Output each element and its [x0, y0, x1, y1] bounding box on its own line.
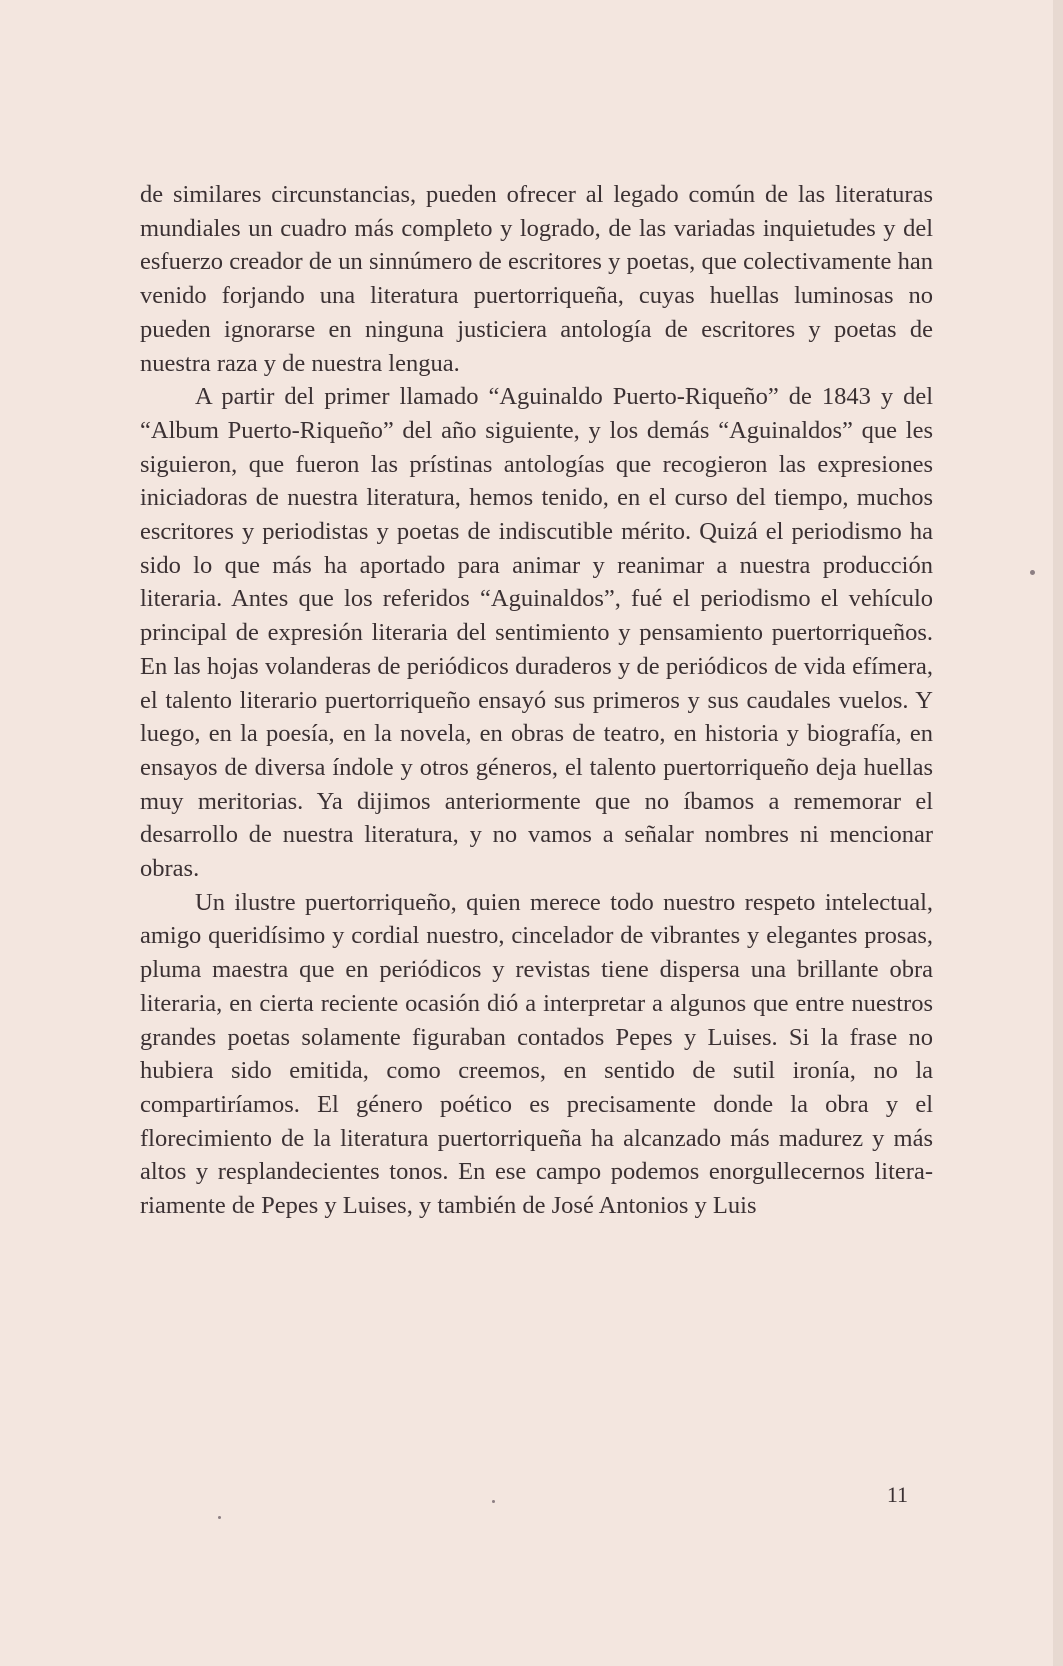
ink-speck: [1030, 570, 1035, 575]
paragraph-3: Un ilustre puertorriqueño, quien merece todo nuestro respeto intelectual, amigo queridísimo y cordial nuestro, cincelador de vibrantes y elegantes prosas, pluma maestra que en periódicos y revistas tiene dispersa una brillante obra literaria, en cierta reciente ocasión dió a interpretar a algunos que entre nuestros grandes poetas solamente figuraban contados Pepes y Luises. Si la frase no hubiera sido emitida, como creemos, en sentido de sutil ironía, no la compartiríamos. El género poético es precisamente donde la obra y el florecimiento de la literatura puertorriqueña ha alcanzado más madurez y más altos y resplandecientes tonos. En ese campo podemos enorgullecernos literariamente de Pepes y Luises, y también de José Antonios y Luis: [140, 888, 933, 1220]
paragraph-1: de similares circunstancias, pueden ofrecer al legado común de las literaturas mundiales un cuadro más completo y logrado, de las variadas inquietudes y del esfuerzo creador de un sinnúmero de escritores y poetas, que colectivamente han venido forjando una literatura puertorriqueña, cuyas huellas luminosas no pueden ignorarse en ninguna justiciera antología de escritores y poetas de nuestra raza y de nuestra lengua.: [140, 181, 933, 377]
ink-speck: [492, 1500, 495, 1503]
body-text: [140, 178, 933, 1223]
paragraph-2: A partir del primer llamado “Aguinaldo Puerto-Riqueño” de 1843 y del “Album Puerto-Riqueño” del año siguiente, y los demás “Aguinaldos” que les siguieron, que fueron las prístinas antologías que recogieron las expresiones iniciadoras de nuestra literatura, hemos tenido, en el curso del tiempo, muchos escritores y periodistas y poetas de indiscutible mérito. Quizá el periodismo ha sido lo que más ha aportado para animar y reanimar a nuestra producción literaria. Antes que los referidos “Aguinaldos”, fué el periodismo el vehículo principal de expresión literaria del sentimiento y pensamiento puertorriqueños. En las hojas volanderas de periódicos duraderos y de periódicos de vida efímera, el talento literario puertorriqueño ensayó sus primeros y sus caudales vuelos. Y luego, en la poesía, en la novela, en obras de teatro, en historia y biografía, en ensayos de diversa índole y otros géneros, el talento puertorriqueño deja huellas muy meritorias. Ya dijimos anteriormente que no íbamos a rememorar el desarrollo de nuestra literatura, y no vamos a señalar nombres ni mencionar obras.: [140, 383, 933, 883]
ink-speck: [218, 1516, 221, 1519]
page-number: 11: [886, 1482, 908, 1507]
